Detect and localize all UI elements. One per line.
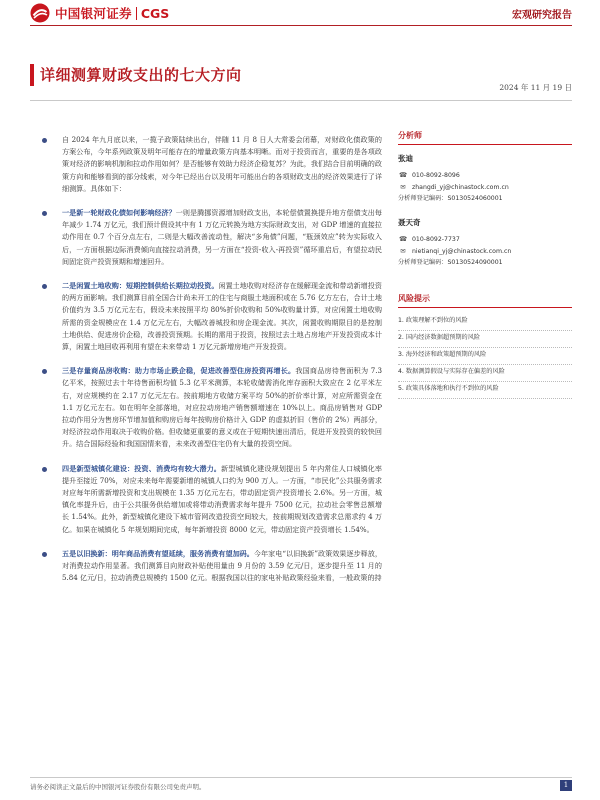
paragraph-tradein: [40, 548, 382, 585]
sidebar: [398, 130, 572, 399]
report-type: 宏观研究报告: [512, 10, 572, 21]
page-title: 详细测算财政支出的七大方向: [40, 66, 242, 84]
paragraph-text: 一则是腾挪资源增加财政支出，本轮偿债置换提升地方偿债支出每年减少 1.74 万亿元，我们预计假设其中有 1 万亿元转换为地方实际财政支出，对 GDP 增速的直接拉动作用在 0.7 个百分点左右，二则是大幅改善流动性，解决“多角债”问题，“瓶颈效应”转为实际收入后，一方面根据边际消费倾向直接拉动消费，另一方面在“投资-收入-再投资”循环重启后，有望拉动民间固定资产投资预期和增速回升。: [62, 208, 383, 266]
bullet-icon: [42, 284, 47, 289]
phone-icon: ☎: [398, 235, 408, 243]
cgs-logo-icon: [30, 3, 50, 23]
phone-icon: ☎: [398, 171, 408, 179]
analyst-email-row: [398, 245, 572, 257]
risk-heading: 风险提示: [398, 293, 572, 308]
bullet-icon: [42, 211, 47, 216]
company-logo: [30, 3, 169, 23]
analyst-name: 张迪: [398, 154, 413, 163]
logo-chinese-name: 中国银河证券: [55, 6, 132, 21]
paragraph-urbanization: [40, 463, 382, 536]
paragraph-lead: 四是新型城镇化建设：投资、消费均有较大潜力。: [62, 463, 222, 473]
title-divider: [30, 100, 572, 101]
paragraph-text: 今年家电“以旧换新”政策效果逐步释放，对消费拉动作用显著。我们测算目向财政补贴使用量由 9 月份的 3.59 亿元/日，逐步提升至 11 月的 5.84 亿元/日，拉动消费总规模约 1500 亿元。根据我国以往的家电补贴政策经验来看，一般政策的持: [62, 548, 382, 583]
analyst-phone-row: [398, 233, 572, 245]
risk-list: [398, 314, 572, 399]
title-accent-bar: [30, 64, 34, 86]
paragraph-lead: 三是存量商品房收购：助力市场止跌企稳，促进改善型住房投资再增长。: [62, 366, 296, 376]
footer-disclaimer: 请务必阅读正文最后的中国银河证券股份有限公司免责声明。: [30, 783, 206, 791]
paragraph-text: 我国商品房待售面积为 7.3 亿平米，按照过去十年待售面积均值 5.3 亿平米测算，本轮收储需消化库存面积大致应在 2 亿平米左右，对应规模约在 2.17 万亿元左右。按前期地方收储方案平均 50%的折价率计算，对应所需资金在 1.1 万亿元左右。如在明年全部落地，对应拉动房地产销售额增速在 10%以上。商品房销售对 GDP 拉动作用分为售房环节增加值和购房后每年按购房价格计入 GDP 的虚拟折旧（售价的 2%）两部分，对经济拉动作用取决于收购价格。但收储更重要的意义或在于短期快速出清后，促进开发投资的较快回升。结合国际经验和我国国情来看，未来改善型住宅仍有大量的投资空间。: [62, 366, 382, 449]
paragraph-lead: 五是以旧换新：明年商品消费有望延续，服务消费有望加码。: [62, 548, 254, 558]
page-header: [0, 0, 600, 26]
bullet-icon: [42, 467, 47, 472]
analyst-email[interactable]: nietianqi_yj@chinastock.com.cn: [412, 247, 512, 255]
footer-divider: [30, 777, 572, 778]
risk-item: 1. 政策理解不到位的风险: [398, 314, 572, 331]
email-icon: ✉: [400, 247, 406, 255]
analyst-phone: 010-8092-7737: [412, 235, 460, 243]
main-content: [40, 134, 382, 597]
page-number: 1: [560, 780, 572, 791]
logo-english-name: CGS: [140, 5, 170, 21]
risk-item: 2. 国内经济数据超预期的风险: [398, 331, 572, 348]
analyst-registration: 分析师登记编码：S0130524090001: [398, 259, 503, 266]
analyst-card: [398, 153, 572, 205]
analysts-heading: 分析师: [398, 130, 572, 145]
risk-item: 4. 数据测算假设与实际存在偏差的风险: [398, 365, 572, 382]
analyst-phone: 010-8092-8096: [412, 171, 460, 179]
bullet-icon: [42, 369, 47, 374]
logo-divider: [136, 7, 137, 20]
analyst-phone-row: [398, 169, 572, 181]
paragraph-lead: 二是闲置土地收购：短期控制供给长期拉动投资。: [62, 281, 219, 291]
paragraph-debt: [40, 207, 382, 268]
analyst-registration: 分析师登记编码：S0130524060001: [398, 195, 503, 202]
bullet-icon: [42, 552, 47, 557]
analyst-card: [398, 217, 572, 269]
paragraph-text: 新型城镇化建设规划提出 5 年内常住人口城镇化率提升至接近 70%，对应未来每年需要新增的城镇人口约为 900 万人。一方面，“市民化”公共服务需求对应每年所需新增投资和支出规模在 1.35 万亿元左右，带动固定资产投资增长 2.6%。另一方面，城镇化率提升后，由于公共服务供给增加或将带动消费需求每年提升 7500 亿元，拉动社会零售总额增长 1.54%。此外，新型城镇化建设下城市管网改造投资空间较大，按前期规划改造需求总需求约 4 万亿。如果在城镇化 5 年规划期间完成，每年新增投资 8000 亿元，带动固定资产投资增长 1.54%。: [62, 463, 382, 534]
paragraph-text: 闲置土地收购对经济存在缓解现金流和带动新增投资的两方面影响。我们测算目前全国合计尚未开工的住宅与商服土地面积或在 5.76 亿方左右，合计土地价值约为 3.5 万亿元左右，假设未来按照平均 80%折价收购和 50%收购量计算，对应闲置土地收购所需的资金规模应在 1.4 万亿元左右，大幅改善城投和房企现金流。其次，闲置收购期限目的是控制土地供给、促进房价企稳，改善投资预期。长期的需用于投资，按照过去土地占房地产开发投资成本计算，闲置土地回收再利用有望在未来带动 1 万亿元新增房地产开发投资。: [62, 281, 382, 352]
analyst-email[interactable]: zhangdi_yj@chinastock.com.cn: [412, 183, 509, 191]
paragraph-housing: [40, 365, 382, 450]
risk-item: 3. 海外经济和政策超预期的风险: [398, 348, 572, 365]
paragraph-lead: 一是新一轮财政化债如何影响经济？: [62, 208, 176, 218]
bullet-icon: [42, 138, 47, 143]
paragraph-land: [40, 280, 382, 353]
analyst-email-row: [398, 181, 572, 193]
report-date: 2024 年 11 月 19 日: [499, 83, 572, 92]
analyst-name: 聂天奇: [398, 218, 421, 227]
paragraph-text: 自 2024 年九月底以来，一揽子政策陆续出台，伴随 11 月 8 日人大常委会闭幕，对财政化债政策的方案公布，今年系列政策及明年可能存在的增量政策方向基本明晰。而对于投资而言，重要的是各项政策对经济的影响机制和拉动作用如何？是否能够有效助力经济企稳复苏？为此，我们结合目前明确的政策方向和能够看到的部分线索，对今年已经出台以及明年可能出台的各项财政支出的经济效果进行了详细测算。具体如下：: [62, 135, 382, 193]
paragraph-intro: [40, 134, 382, 195]
risk-item: 5. 政策具体落地和执行不到位的风险: [398, 382, 572, 399]
header-divider: [30, 25, 572, 26]
email-icon: ✉: [400, 183, 406, 191]
